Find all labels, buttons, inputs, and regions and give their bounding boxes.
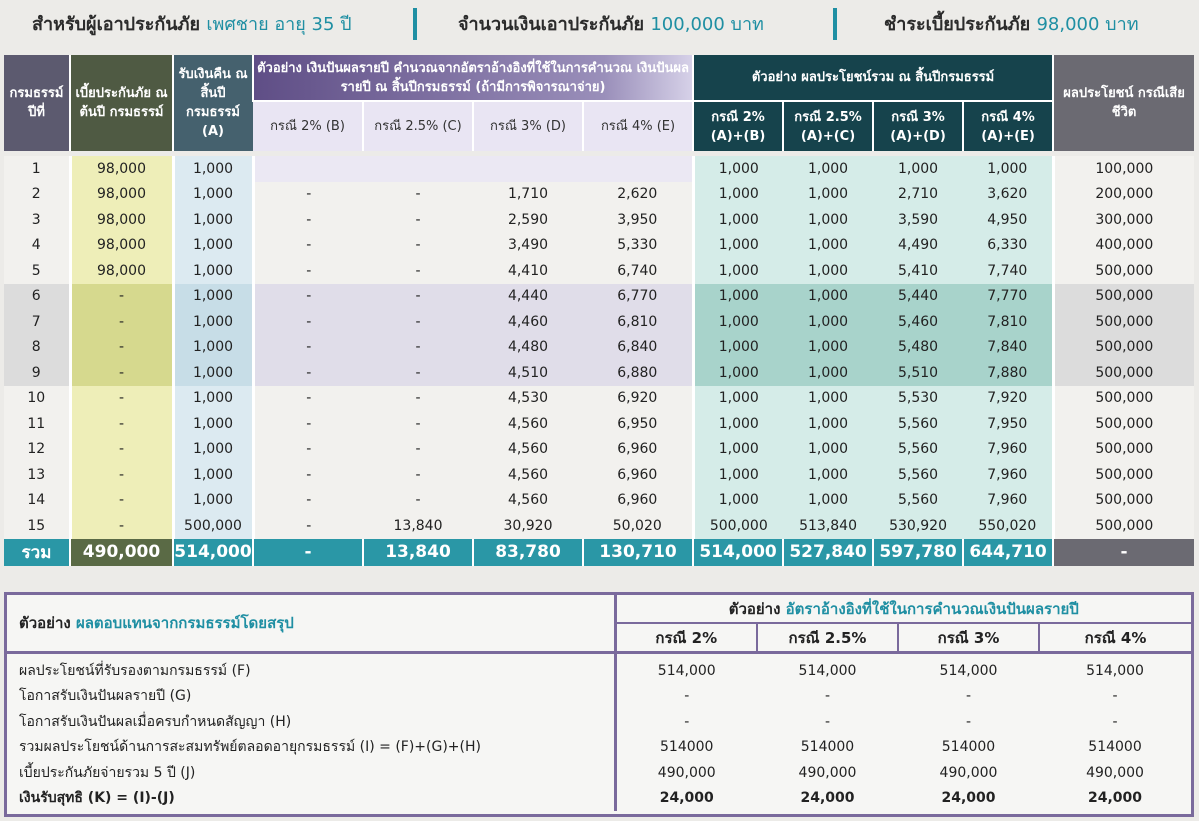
- table-cell: -: [363, 437, 473, 463]
- summary-value: 514,000: [1086, 662, 1144, 679]
- table-cell: 500,000: [1053, 488, 1194, 514]
- table-cell: 500,000: [1053, 462, 1194, 488]
- table-cell: 1,000: [693, 386, 783, 412]
- summary-value: 24,000: [941, 790, 996, 807]
- table-cell: -: [363, 488, 473, 514]
- table-cell: 1,000: [173, 411, 253, 437]
- summary-value: -: [965, 713, 972, 730]
- table-cell: 6,920: [583, 386, 693, 412]
- table-cell: 1,000: [783, 462, 873, 488]
- summary-value: 514000: [941, 739, 996, 756]
- table-cell: 500,000: [1053, 335, 1194, 361]
- table-row: [4, 233, 1194, 259]
- summary-value: 490,000: [939, 764, 998, 781]
- table-cell: 4,480: [473, 335, 583, 361]
- table-cell: 6: [4, 284, 70, 310]
- table-cell: 4,460: [473, 309, 583, 335]
- sum-insured-info: จำนวนเงินเอาประกันภัย 100,000 บาท: [458, 14, 764, 35]
- table-cell: 98,000: [70, 233, 173, 259]
- table-cell: 500,000: [1053, 437, 1194, 463]
- table-cell: 5,410: [873, 258, 963, 284]
- table-cell: 4,440: [473, 284, 583, 310]
- table-cell: 2,590: [473, 207, 583, 233]
- table-cell: 4,560: [473, 462, 583, 488]
- table-cell: 1,000: [693, 309, 783, 335]
- table-cell: 7,810: [963, 309, 1053, 335]
- table-cell: 30,920: [473, 513, 583, 539]
- table-cell: 2,710: [873, 182, 963, 208]
- table-cell: -: [70, 462, 173, 488]
- table-cell: 500,000: [173, 513, 253, 539]
- summary-col-2-5: กรณี 2.5%: [757, 623, 898, 653]
- table-cell: 2,620: [583, 182, 693, 208]
- table-cell: 500,000: [1053, 258, 1194, 284]
- table-cell: 7,960: [963, 488, 1053, 514]
- table-cell: -: [70, 335, 173, 361]
- total-cell: 527,840: [783, 539, 873, 566]
- table-cell: 4,560: [473, 488, 583, 514]
- summary-row-label: รวมผลประโยชน์ด้านการสะสมทรัพย์ตลอดอายุกรมธรรม์ (I) = (F)+(G)+(H): [7, 735, 615, 761]
- table-cell: 1,000: [693, 488, 783, 514]
- table-cell: 1,000: [693, 335, 783, 361]
- table-cell: -: [253, 437, 363, 463]
- table-cell: 1,000: [693, 360, 783, 386]
- summary-value: 514000: [660, 739, 714, 756]
- table-cell: 500,000: [1053, 284, 1194, 310]
- col-tot-2: กรณี 2% (A)+(B): [693, 101, 783, 151]
- table-cell: 1,000: [783, 335, 873, 361]
- table-cell: 12: [4, 437, 70, 463]
- table-cell: 1,000: [693, 411, 783, 437]
- table-cell: -: [70, 309, 173, 335]
- table-cell: 5,510: [873, 360, 963, 386]
- summary-value: 24,000: [800, 790, 855, 807]
- table-cell: 5,530: [873, 386, 963, 412]
- table-cell: 4,560: [473, 411, 583, 437]
- table-cell: -: [363, 386, 473, 412]
- table-cell: 1,000: [783, 258, 873, 284]
- table-cell: -: [253, 386, 363, 412]
- table-cell: 3,620: [963, 182, 1053, 208]
- table-cell: -: [363, 233, 473, 259]
- summary-value: 24,000: [659, 790, 714, 807]
- total-cell: 130,710: [583, 539, 693, 566]
- table-cell: 1,000: [173, 335, 253, 361]
- table-cell: 3,590: [873, 207, 963, 233]
- table-cell: 1,000: [693, 258, 783, 284]
- summary-row-label: ผลประโยชน์ที่รับรองตามกรมธรรม์ (F): [7, 653, 615, 684]
- table-cell: 13: [4, 462, 70, 488]
- table-row: [4, 411, 1194, 437]
- header-divider: [413, 8, 417, 40]
- table-cell: -: [253, 360, 363, 386]
- table-row: [4, 437, 1194, 463]
- table-cell: 1,000: [783, 233, 873, 259]
- table-cell: 6,330: [963, 233, 1053, 259]
- col-div-3: กรณี 3% (D): [473, 101, 583, 151]
- table-cell: 5,560: [873, 488, 963, 514]
- summary-value: 490,000: [657, 764, 716, 781]
- table-cell: 14: [4, 488, 70, 514]
- summary-value: -: [824, 713, 831, 730]
- table-cell: 4,410: [473, 258, 583, 284]
- table-cell: 1,000: [783, 437, 873, 463]
- table-cell: 4,560: [473, 437, 583, 463]
- table-cell: -: [253, 488, 363, 514]
- table-cell: -: [253, 513, 363, 539]
- table-row: [4, 513, 1194, 539]
- col-tot-4: กรณี 4% (A)+(E): [963, 101, 1053, 151]
- table-cell: 500,000: [1053, 386, 1194, 412]
- table-cell: -: [363, 360, 473, 386]
- table-cell: 6,960: [583, 462, 693, 488]
- table-cell: -: [70, 284, 173, 310]
- table-cell: 3: [4, 207, 70, 233]
- table-cell: -: [70, 513, 173, 539]
- table-cell: 8: [4, 335, 70, 361]
- table-cell: 4,530: [473, 386, 583, 412]
- sum-insured-value: 100,000 บาท: [650, 14, 764, 35]
- table-cell: -: [70, 386, 173, 412]
- table-cell: 9: [4, 360, 70, 386]
- table-cell: 7,920: [963, 386, 1053, 412]
- table-cell: 500,000: [1053, 309, 1194, 335]
- table-cell: -: [70, 411, 173, 437]
- table-cell: -: [363, 462, 473, 488]
- total-cell: 514,000: [173, 539, 253, 566]
- summary-row: [7, 709, 1191, 735]
- summary-value: 490,000: [1086, 764, 1144, 781]
- table-cell: 300,000: [1053, 207, 1194, 233]
- table-cell: -: [70, 360, 173, 386]
- premium-info: ชำระเบี้ยประกันภัย 98,000 บาท: [884, 14, 1139, 35]
- table-cell: 1,000: [173, 156, 253, 182]
- table-cell: -: [253, 284, 363, 310]
- summary-row-label: เงินรับสุทธิ (K) = (I)-(J): [7, 786, 615, 812]
- table-cell: 1: [4, 156, 70, 182]
- table-cell: 98,000: [70, 182, 173, 208]
- summary-col-2: กรณี 2%: [615, 623, 757, 653]
- table-row: [4, 462, 1194, 488]
- table-cell: 1,000: [963, 156, 1053, 182]
- summary-row: [7, 653, 1191, 684]
- table-row: [4, 488, 1194, 514]
- table-cell: 1,000: [693, 462, 783, 488]
- table-cell: 5,460: [873, 309, 963, 335]
- summary-value: 24,000: [1088, 790, 1143, 807]
- table-cell: 3,950: [583, 207, 693, 233]
- table-cell: [363, 156, 473, 182]
- summary-value: 514,000: [657, 662, 716, 679]
- summary-value: -: [684, 688, 690, 705]
- table-row: [4, 258, 1194, 284]
- table-cell: -: [253, 207, 363, 233]
- table-cell: 15: [4, 513, 70, 539]
- table-cell: -: [363, 207, 473, 233]
- summary-value: 490,000: [798, 764, 857, 781]
- table-cell: 1,000: [693, 182, 783, 208]
- summary-panel: [4, 592, 1194, 817]
- total-cell: -: [253, 539, 363, 566]
- summary-row: [7, 760, 1191, 786]
- table-cell: [473, 156, 583, 182]
- table-cell: -: [70, 488, 173, 514]
- table-cell: 1,000: [173, 437, 253, 463]
- summary-value: 514,000: [939, 662, 998, 679]
- total-benefit-group-header: ตัวอย่าง ผลประโยชน์รวม ณ สิ้นปีกรมธรรม์: [693, 55, 1053, 101]
- summary-value: -: [824, 688, 831, 705]
- table-cell: -: [253, 182, 363, 208]
- summary-row: [7, 786, 1191, 812]
- table-cell: -: [253, 462, 363, 488]
- table-cell: 7,740: [963, 258, 1053, 284]
- table-cell: 1,000: [873, 156, 963, 182]
- table-cell: -: [253, 309, 363, 335]
- table-cell: -: [363, 309, 473, 335]
- table-cell: 5,440: [873, 284, 963, 310]
- table-cell: 1,000: [783, 360, 873, 386]
- summary-title: ตัวอย่าง ผลตอบแทนจากกรมธรรม์โดยสรุป: [7, 595, 615, 653]
- table-cell: 500,000: [693, 513, 783, 539]
- policy-header: [0, 0, 1199, 50]
- table-cell: 7,840: [963, 335, 1053, 361]
- table-cell: 1,000: [783, 488, 873, 514]
- table-cell: 7,960: [963, 462, 1053, 488]
- table-cell: 4,950: [963, 207, 1053, 233]
- table-cell: 98,000: [70, 258, 173, 284]
- dividend-group-header: ตัวอย่าง เงินปันผลรายปี คำนวณจากอัตราอ้างอิงที่ใช้ในการคำนวณ เงินปันผลรายปี ณ สิ้นปีกรมธรรม์ (ถ้ามีการพิจารณาจ่าย): [253, 55, 693, 101]
- table-cell: 1,000: [173, 207, 253, 233]
- table-cell: 550,020: [963, 513, 1053, 539]
- table-cell: 1,000: [783, 182, 873, 208]
- col-death-benefit-header: ผลประโยชน์ กรณีเสียชีวิต: [1053, 55, 1194, 151]
- summary-value: -: [1112, 688, 1118, 705]
- table-cell: 500,000: [1053, 411, 1194, 437]
- table-cell: 6,960: [583, 488, 693, 514]
- table-cell: 1,000: [173, 284, 253, 310]
- table-cell: 1,000: [173, 233, 253, 259]
- summary-row: [7, 684, 1191, 710]
- col-div-2-5: กรณี 2.5% (C): [363, 101, 473, 151]
- table-cell: 6,880: [583, 360, 693, 386]
- table-cell: -: [253, 233, 363, 259]
- col-tot-2-5: กรณี 2.5% (A)+(C): [783, 101, 873, 151]
- summary-value: 514000: [800, 739, 855, 756]
- summary-rate-header: ตัวอย่าง อัตราอ้างอิงที่ใช้ในการคำนวณเงินปันผลรายปี: [615, 595, 1191, 623]
- table-row: [4, 360, 1194, 386]
- table-cell: 6,960: [583, 437, 693, 463]
- premium-value: 98,000 บาท: [1036, 14, 1139, 35]
- table-row: [4, 386, 1194, 412]
- table-row: [4, 207, 1194, 233]
- table-cell: 6,770: [583, 284, 693, 310]
- table-cell: -: [363, 284, 473, 310]
- insured-info: สำหรับผู้เอาประกันภัย เพศชาย อายุ 35 ปี: [32, 14, 352, 35]
- total-cell: -: [1053, 539, 1194, 566]
- table-cell: 7,880: [963, 360, 1053, 386]
- table-cell: -: [363, 411, 473, 437]
- total-cell: 644,710: [963, 539, 1053, 566]
- table-cell: 400,000: [1053, 233, 1194, 259]
- table-row: [4, 284, 1194, 310]
- table-cell: -: [363, 182, 473, 208]
- summary-table: [7, 595, 1191, 811]
- table-cell: 5,560: [873, 411, 963, 437]
- summary-col-3: กรณี 3%: [898, 623, 1039, 653]
- summary-value: -: [1112, 713, 1118, 730]
- table-cell: -: [253, 335, 363, 361]
- table-cell: 530,920: [873, 513, 963, 539]
- table-cell: 98,000: [70, 156, 173, 182]
- table-cell: 500,000: [1053, 513, 1194, 539]
- table-cell: 6,810: [583, 309, 693, 335]
- table-cell: 1,000: [693, 233, 783, 259]
- total-cell: รวม: [4, 539, 70, 566]
- table-cell: -: [70, 437, 173, 463]
- table-cell: -: [363, 258, 473, 284]
- total-cell: 597,780: [873, 539, 963, 566]
- table-cell: 5: [4, 258, 70, 284]
- table-cell: 200,000: [1053, 182, 1194, 208]
- table-cell: 1,000: [173, 386, 253, 412]
- table-cell: -: [253, 258, 363, 284]
- table-cell: 1,000: [783, 156, 873, 182]
- table-cell: 98,000: [70, 207, 173, 233]
- total-cell: 490,000: [70, 539, 173, 566]
- total-cell: 83,780: [473, 539, 583, 566]
- table-cell: 1,000: [173, 488, 253, 514]
- summary-value: -: [684, 713, 690, 730]
- table-cell: 6,740: [583, 258, 693, 284]
- benefit-table: [4, 55, 1194, 566]
- table-cell: 1,000: [173, 462, 253, 488]
- table-cell: -: [363, 335, 473, 361]
- table-cell: 1,000: [783, 207, 873, 233]
- table-cell: 3,490: [473, 233, 583, 259]
- summary-row-label: โอกาสรับเงินปันผลรายปี (G): [7, 684, 615, 710]
- table-cell: 1,000: [173, 182, 253, 208]
- table-cell: -: [253, 411, 363, 437]
- summary-row-label: เบี้ยประกันภัยจ่ายรวม 5 ปี (J): [7, 760, 615, 786]
- table-cell: 4,490: [873, 233, 963, 259]
- total-cell: 13,840: [363, 539, 473, 566]
- summary-row: [7, 735, 1191, 761]
- table-cell: 5,330: [583, 233, 693, 259]
- col-premium-header: เบี้ยประกันภัย ณ ต้นปี กรมธรรม์: [70, 55, 173, 151]
- table-cell: 5,480: [873, 335, 963, 361]
- table-cell: 2: [4, 182, 70, 208]
- table-cell: 1,000: [693, 284, 783, 310]
- table-cell: 100,000: [1053, 156, 1194, 182]
- insured-value: เพศชาย อายุ 35 ปี: [206, 14, 352, 35]
- table-cell: 1,000: [783, 309, 873, 335]
- summary-value: 514,000: [798, 662, 857, 679]
- table-cell: [583, 156, 693, 182]
- table-row: [4, 309, 1194, 335]
- table-cell: 10: [4, 386, 70, 412]
- table-cell: 5,560: [873, 462, 963, 488]
- table-cell: 1,000: [173, 360, 253, 386]
- table-row: [4, 156, 1194, 182]
- table-cell: 1,000: [693, 156, 783, 182]
- table-cell: 6,840: [583, 335, 693, 361]
- table-cell: 7,960: [963, 437, 1053, 463]
- table-cell: 1,000: [693, 437, 783, 463]
- table-cell: 7,950: [963, 411, 1053, 437]
- table-cell: 1,000: [693, 207, 783, 233]
- summary-value: -: [965, 688, 972, 705]
- col-year-header: กรมธรรม์ ปีที่: [4, 55, 70, 151]
- table-cell: [253, 156, 363, 182]
- col-tot-3: กรณี 3% (A)+(D): [873, 101, 963, 151]
- header-divider: [833, 8, 837, 40]
- col-div-2: กรณี 2% (B): [253, 101, 363, 151]
- table-cell: 6,950: [583, 411, 693, 437]
- table-cell: 13,840: [363, 513, 473, 539]
- table-cell: 50,020: [583, 513, 693, 539]
- table-cell: 500,000: [1053, 360, 1194, 386]
- table-cell: 1,000: [783, 411, 873, 437]
- table-row: [4, 335, 1194, 361]
- table-cell: 7,770: [963, 284, 1053, 310]
- table-cell: 5,560: [873, 437, 963, 463]
- summary-col-4: กรณี 4%: [1039, 623, 1191, 653]
- table-cell: 1,000: [173, 309, 253, 335]
- table-row: [4, 182, 1194, 208]
- table-cell: 4: [4, 233, 70, 259]
- total-cell: 514,000: [693, 539, 783, 566]
- table-cell: 513,840: [783, 513, 873, 539]
- table-cell: 11: [4, 411, 70, 437]
- total-row: [4, 539, 1194, 566]
- summary-row-label: โอกาสรับเงินปันผลเมื่อครบกำหนดสัญญา (H): [7, 709, 615, 735]
- summary-value: 514000: [1088, 739, 1142, 756]
- table-cell: 4,510: [473, 360, 583, 386]
- table-cell: 1,710: [473, 182, 583, 208]
- table-cell: 1,000: [173, 258, 253, 284]
- table-cell: 1,000: [783, 386, 873, 412]
- col-cashback-header: รับเงินคืน ณ สิ้นปี กรมธรรม์ (A): [173, 55, 253, 151]
- table-cell: 7: [4, 309, 70, 335]
- col-div-4: กรณี 4% (E): [583, 101, 693, 151]
- table-cell: 1,000: [783, 284, 873, 310]
